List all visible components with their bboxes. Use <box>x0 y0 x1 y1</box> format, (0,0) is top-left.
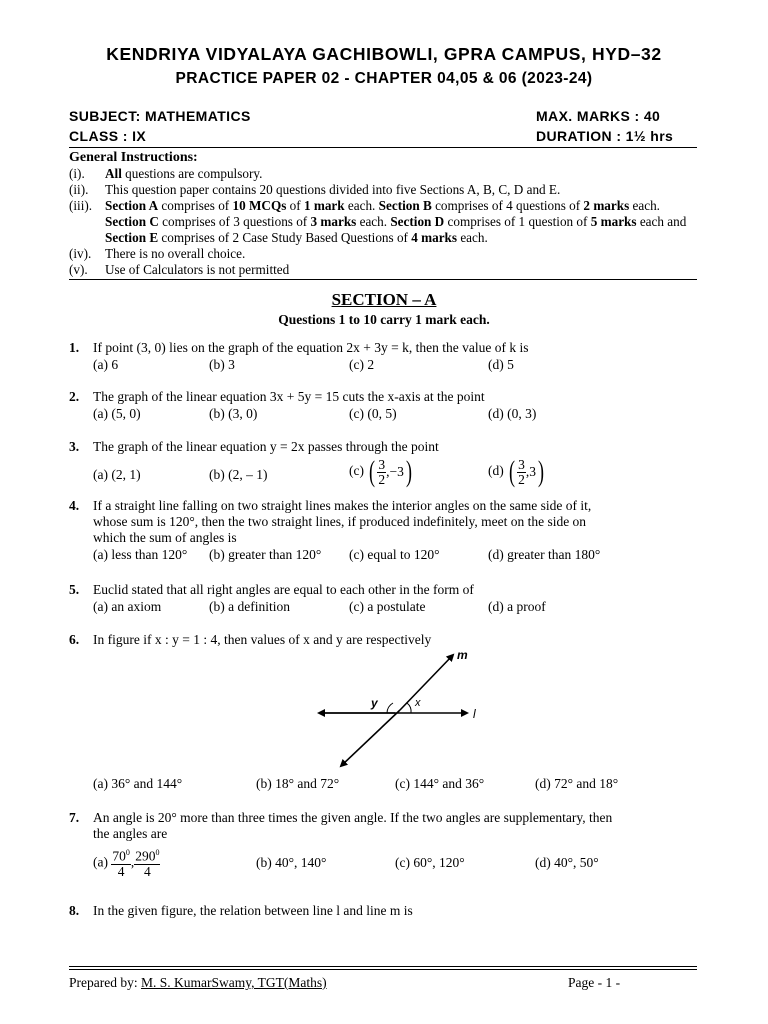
paper-title: PRACTICE PAPER 02 - CHAPTER 04,05 & 06 (2023-24) <box>175 70 593 87</box>
option-c[interactable]: (c) 60°, 120° <box>395 855 465 870</box>
header-rule-top <box>69 147 697 148</box>
instruction-item: (iii). Section A comprises of 10 MCQs of 1 mark each. Section B comprises of 4 questions of 2 marks each. Section C comprises of 3 questions of 3 marks each. Section D comprises of 1 question of 5 marks each and Section E comprises of 2 Case Study Based Questions of 4 marks each. <box>69 198 687 245</box>
label-l: l <box>473 707 476 721</box>
instructions-rule-bottom <box>69 279 697 280</box>
instruction-item: (v). Use of Calculators is not permitted <box>69 262 290 277</box>
option-b[interactable]: (b) (3, 0) <box>209 406 258 421</box>
option-d[interactable]: (d) a proof <box>488 599 546 614</box>
page-number: Page - 1 - <box>568 975 621 990</box>
question-5: 5. Euclid stated that all right angles are equal to each other in the form of (a) an axiom (b) a definition (c) a postulate (d) a proof <box>69 582 546 614</box>
question-7: 7. An angle is 20° more than three times the given angle. If the two angles are supplementary, then the angles are (a) $\frac{70^0}{4}$ , $\frac{290^0}{4}$ (b) 40°, 140° (c) 60°, 120° (d) 40°, 50° <box>69 810 613 879</box>
instruction-item: (ii). This question paper contains 20 questions divided into five Sections A, B, C, D and E. <box>69 182 561 197</box>
duration-label: DURATION : 1½ hrs <box>536 128 674 144</box>
line-m <box>400 655 453 710</box>
question-4: 4. If a straight line falling on two straight lines makes the interior angles on the same side of it, whose sum is 120°, then the two straight lines, if produced indefinitely, meet on the side on which the sum of angles is (a) less than 120° (b) greater than 120° (c) equal to 120° (d) greater than 180° <box>69 498 601 562</box>
option-c[interactable]: (c) 144° and 36° <box>395 776 485 791</box>
option-c[interactable]: (c) 2 <box>349 357 375 372</box>
footer-prepared: Prepared by: M. S. KumarSwamy, TGT(Maths) <box>69 975 327 990</box>
question-3: 3. The graph of the linear equation y = 2x passes through the point (a) (2, 1) (b) (2, – 1) (c) ( $\frac{3}{2}$ ,−3) (d) ( $\frac{3}{2}$ ,3) <box>69 439 544 488</box>
option-b[interactable]: (b) 40°, 140° <box>256 855 327 870</box>
option-b[interactable]: (b) 3 <box>209 357 235 372</box>
option-a[interactable]: (a) (5, 0) <box>93 406 141 421</box>
angle-figure <box>305 645 485 770</box>
option-d[interactable]: (d) (0, 3) <box>488 406 537 421</box>
label-y: y <box>371 696 378 710</box>
question-6: 6. In figure if x : y = 1 : 4, then values of x and y are respectively <box>69 632 432 647</box>
option-d[interactable]: (d) greater than 180° <box>488 547 601 562</box>
subject-label: SUBJECT: MATHEMATICS <box>69 108 251 124</box>
option-a[interactable]: (a) an axiom <box>93 599 162 614</box>
question-6-options <box>69 776 699 792</box>
question-2: 2. The graph of the linear equation 3x + 5y = 15 cuts the x-axis at the point (a) (5, 0) (b) (3, 0) (c) (0, 5) (d) (0, 3) <box>69 389 537 421</box>
footer-rule-1 <box>69 966 697 967</box>
option-a[interactable]: (a) 6 <box>93 357 119 372</box>
option-a[interactable]: (a) $\frac{70^0}{4}$ , $\frac{290^0}{4}$ <box>93 848 160 879</box>
option-d[interactable]: (d) ( $\frac{3}{2}$ ,3) <box>488 455 544 488</box>
label-x: x <box>415 697 421 709</box>
option-b[interactable]: (b) a definition <box>209 599 290 614</box>
author-name: M. S. KumarSwamy, TGT(Maths) <box>140 975 327 990</box>
section-subtitle: Questions 1 to 10 carry 1 mark each. <box>278 312 490 327</box>
option-a[interactable]: (a) (2, 1) <box>93 467 141 482</box>
school-title: KENDRIYA VIDYALAYA GACHIBOWLI, GPRA CAMPUS, HYD–32 <box>106 44 662 64</box>
option-a[interactable]: (a) less than 120° <box>93 547 188 562</box>
angle-y-arc <box>387 703 393 713</box>
footer-rule-2 <box>69 969 697 970</box>
option-d[interactable]: (d) 72° and 18° <box>535 776 619 791</box>
option-b[interactable]: (b) (2, – 1) <box>209 467 268 482</box>
question-8: 8. In the given figure, the relation between line l and line m is <box>69 903 413 918</box>
section-title: SECTION – A <box>331 290 437 309</box>
angle-x-arc <box>407 703 411 713</box>
option-c[interactable]: (c) a postulate <box>349 599 426 614</box>
option-a[interactable]: (a) 36° and 144° <box>93 776 183 791</box>
label-m: m <box>457 648 468 662</box>
line-m-lower <box>341 710 400 766</box>
instructions-title: General Instructions: <box>69 150 198 165</box>
option-b[interactable]: (b) 18° and 72° <box>256 776 340 791</box>
option-d[interactable]: (d) 40°, 50° <box>535 855 599 870</box>
instruction-item: (i). All questions are compulsory. <box>69 166 263 181</box>
max-marks-label: MAX. MARKS : 40 <box>536 108 661 124</box>
class-label: CLASS : IX <box>69 128 147 144</box>
instruction-item: (iv). There is no overall choice. <box>69 246 246 261</box>
question-1: 1. If point (3, 0) lies on the graph of the equation 2x + 3y = k, then the value of k is (a) 6 (b) 3 (c) 2 (d) 5 <box>69 340 529 372</box>
option-c[interactable]: (c) ( $\frac{3}{2}$ ,−3) <box>349 455 412 488</box>
option-b[interactable]: (b) greater than 120° <box>209 547 322 562</box>
option-c[interactable]: (c) equal to 120° <box>349 547 440 562</box>
option-d[interactable]: (d) 5 <box>488 357 514 372</box>
option-c[interactable]: (c) (0, 5) <box>349 406 397 421</box>
